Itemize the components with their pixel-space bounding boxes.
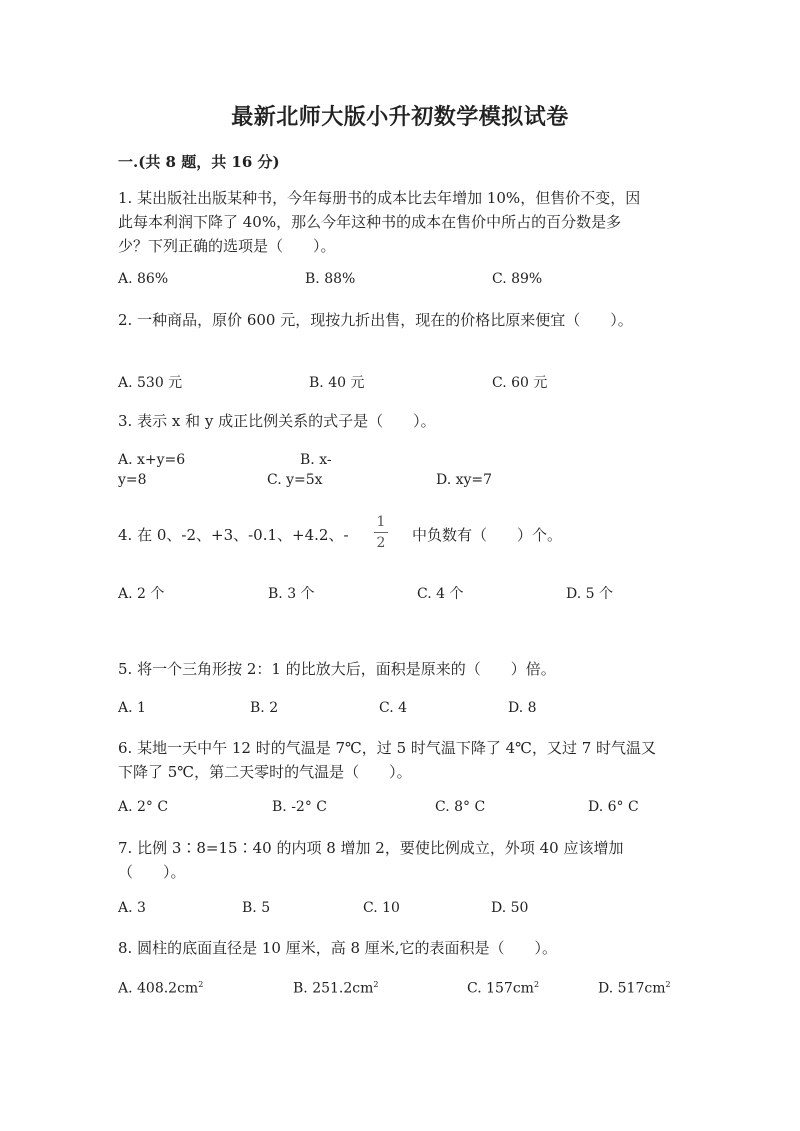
question-4-option-d: D. 5 个 [566, 586, 613, 602]
question-7-line-2: （ ）。 [118, 863, 186, 881]
question-5-option-c: C. 4 [379, 700, 408, 716]
question-7-option-c: C. 10 [363, 900, 400, 916]
question-1-option-c: C. 89% [492, 271, 543, 287]
question-7-option-d: D. 50 [491, 900, 529, 916]
question-3-option-c: C. y=5x [267, 472, 323, 488]
question-7 [118, 836, 623, 884]
question-8-option-c-text: C. 157cm [467, 980, 534, 997]
fraction-one-half [374, 514, 388, 551]
question-8-option-d-text: D. 517cm [598, 980, 666, 997]
question-3: 3. 表示 x 和 y 成正比例关系的式子是（ ）。 [118, 412, 436, 430]
question-3-option-b-cont: y=8 [118, 472, 147, 488]
question-8: 8. 圆柱的底面直径是 10 厘米，高 8 厘米,它的表面积是（ ）。 [118, 939, 558, 957]
unit-superscript: 2 [665, 980, 671, 989]
page-title: 最新北师大版小升初数学模拟试卷 [231, 104, 569, 130]
fraction-denominator: 2 [376, 535, 386, 551]
fraction-bar [374, 532, 388, 533]
unit-superscript: 2 [198, 980, 204, 989]
question-4-text-after: 中负数有（ ）个。 [412, 526, 563, 544]
question-6-line-1: 6. 某地一天中午 12 时的气温是 7℃，过 5 时气温下降了 4℃，又过 7 时气温又 [118, 739, 657, 757]
question-3-option-b: B. x- [300, 452, 332, 468]
question-6-option-a: A. 2° C [118, 799, 169, 815]
question-8-option-b-text: B. 251.2cm [293, 980, 374, 997]
question-4-option-a: A. 2 个 [118, 586, 165, 602]
question-2-option-b: B. 40 元 [309, 375, 365, 391]
question-1-option-b: B. 88% [305, 271, 356, 287]
question-2: 2. 一种商品，原价 600 元，现按九折出售，现在的价格比原来便宜（ ）。 [118, 311, 633, 329]
question-4-option-c: C. 4 个 [417, 586, 464, 602]
question-8-option-a-text: A. 408.2cm [118, 980, 199, 997]
question-6-option-b: B. -2° C [272, 799, 327, 815]
question-7-option-b: B. 5 [242, 900, 271, 916]
question-5: 5. 将一个三角形按 2：1 的比放大后，面积是原来的（ ）倍。 [118, 660, 556, 678]
section-heading: 一.(共 8 题，共 16 分) [118, 153, 280, 171]
question-1-line-1: 1. 某出版社出版某种书，今年每册书的成本比去年增加 10%，但售价不变，因 [118, 189, 641, 207]
unit-superscript: 2 [533, 980, 540, 989]
question-1 [118, 186, 640, 258]
fraction-numerator: 1 [376, 514, 386, 530]
question-1-line-3: 少？下列正确的选项是（ ）。 [118, 237, 336, 255]
question-1-line-2: 此每本利润下降了 40%，那么今年这种书的成本在售价中所占的百分数是多 [118, 213, 622, 231]
unit-superscript: 2 [373, 980, 379, 989]
question-8-option-b [293, 980, 378, 997]
question-2-option-c: C. 60 元 [492, 375, 548, 391]
question-1-option-a: A. 86% [118, 271, 169, 287]
question-6-option-c: C. 8° C [435, 799, 486, 815]
question-8-option-d [598, 980, 671, 997]
question-8-option-c [467, 980, 539, 997]
question-5-option-d: D. 8 [508, 700, 537, 716]
question-5-option-b: B. 2 [250, 700, 279, 716]
question-7-line-1: 7. 比例 3∶8=15∶40 的内项 8 增加 2，要使比例成立，外项 40 应该增加 [118, 839, 624, 857]
question-6 [118, 736, 656, 784]
question-7-option-a: A. 3 [118, 900, 146, 916]
question-6-option-d: D. 6° C [588, 799, 639, 815]
question-5-option-a: A. 1 [118, 700, 146, 716]
question-3-option-d: D. xy=7 [436, 472, 493, 488]
question-2-option-a: A. 530 元 [118, 375, 183, 391]
question-4-option-b: B. 3 个 [268, 586, 315, 602]
question-6-line-2: 下降了 5℃，第二天零时的气温是（ ）。 [118, 763, 412, 781]
question-4-text-before: 4. 在 0、-2、+3、-0.1、+4.2、- [118, 526, 349, 544]
question-3-option-a: A. x+y=6 [118, 452, 186, 468]
question-8-option-a [118, 980, 203, 997]
